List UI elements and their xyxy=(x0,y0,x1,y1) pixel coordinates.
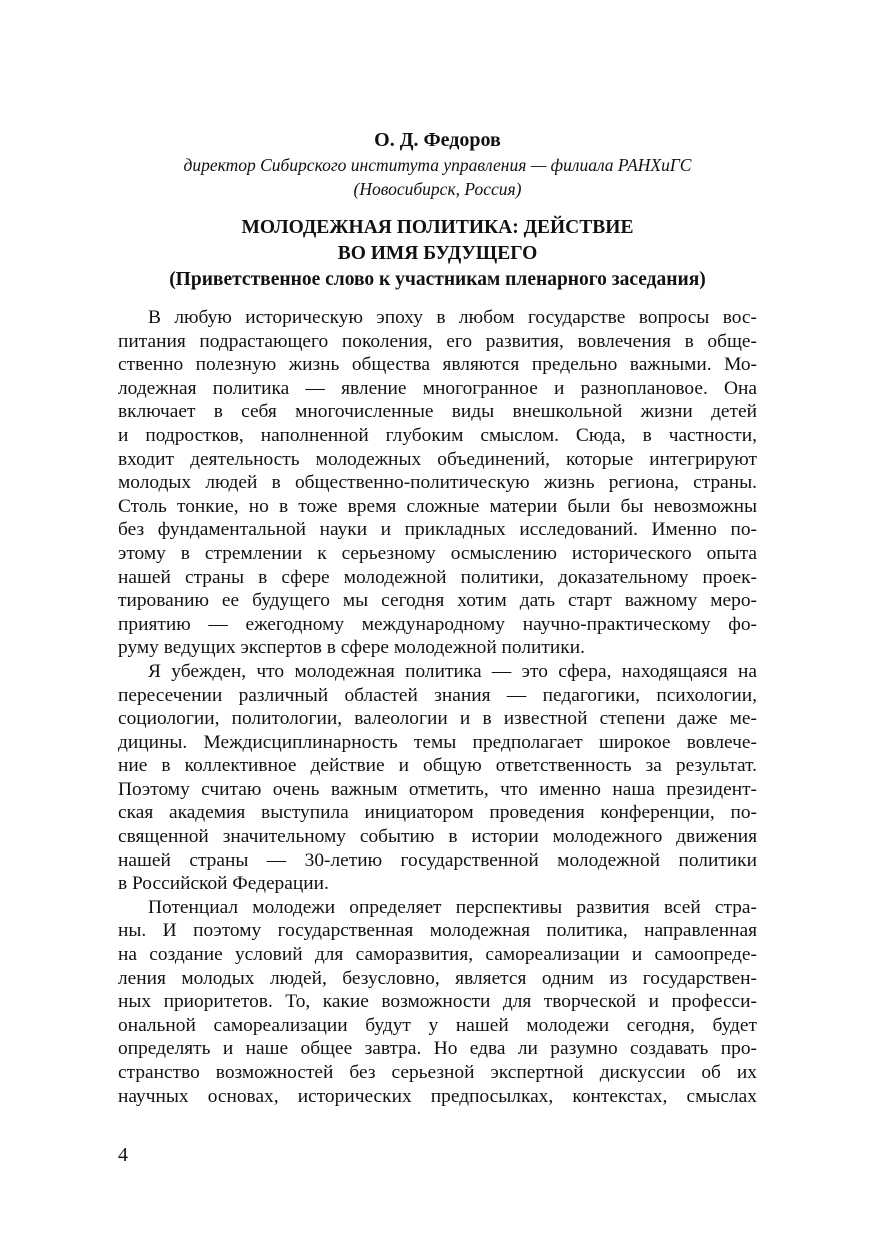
text-line: ние в коллективное действие и общую ответственность за результат. xyxy=(118,755,757,777)
text-line: священной значительному событию в истории молодежного движения xyxy=(118,826,757,848)
text-line: этому в стремлении к серьезному осмыслению исторического опыта xyxy=(118,542,757,564)
title-line-1: МОЛОДЕЖНАЯ ПОЛИТИКА: ДЕЙСТВИЕ xyxy=(241,217,634,238)
text-line: Столь тонкие, но в тоже время сложные материи были бы невозможны xyxy=(118,495,757,517)
text-line: дицины. Междисциплинарность темы предполагает широкое вовлече- xyxy=(118,731,757,753)
text-line: странство возможностей без серьезной экспертной дискуссии об их xyxy=(118,1062,757,1083)
text-line: без фундаментальной науки и прикладных исследований. Именно по- xyxy=(118,519,757,541)
author-affiliation: директор Сибирского института управления — филиала РАНХиГС xyxy=(183,155,692,175)
text-line: в Российской Федерации. xyxy=(118,873,329,895)
text-line: нашей страны в сфере молодежной политики, доказательному проек- xyxy=(118,566,757,588)
text-line: научных основах, исторических предпосылках, контекстах, смыслах xyxy=(118,1085,757,1107)
author-name: О. Д. Федоров xyxy=(374,129,501,151)
body-paragraph xyxy=(118,660,757,896)
author-location: (Новосибирск, Россия) xyxy=(353,179,522,199)
text-line: приятию — ежегодному международному научно-практическому фо- xyxy=(118,613,757,635)
text-line: Потенциал молодежи определяет перспективы развития всей стра- xyxy=(148,896,757,918)
text-line: молодых людей в общественно-политическую жизнь региона, страны. xyxy=(118,472,757,494)
text-line: социологии, политологии, валеологии и в известной степени даже ме- xyxy=(118,708,757,730)
text-line: ления молодых людей, безусловно, является одним из государствен- xyxy=(118,967,757,989)
article-title xyxy=(118,215,757,293)
text-line: ных приоритетов. То, какие возможности для творческой и професси- xyxy=(118,991,757,1013)
text-line: пересечении различный областей знания — педагогики, психологии, xyxy=(118,684,757,706)
text-line: Поэтому считаю очень важным отметить, что именно наша президент- xyxy=(118,778,757,800)
text-line: включает в себя многочисленные виды внешкольной жизни детей xyxy=(118,401,757,423)
text-line: лодежная политика — явление многогранное и разноплановое. Она xyxy=(118,377,757,399)
article-subtitle: (Приветственное слово к участникам пленарного заседания) xyxy=(169,269,706,290)
text-line: В любую историческую эпоху в любом государстве вопросы вос- xyxy=(148,307,757,328)
text-line: ональной самореализации будут у нашей молодежи сегодня, будет xyxy=(118,1014,757,1036)
text-line: Я убежден, что молодежная политика — это сфера, находящаяся на xyxy=(148,660,757,682)
document-page xyxy=(118,128,757,1108)
text-line: и подростков, наполненной глубоким смыслом. Сюда, в частности, xyxy=(118,424,757,446)
text-line: тированию ее будущего мы сегодня хотим дать старт важному меро- xyxy=(118,590,757,612)
page-number: 4 xyxy=(118,1144,128,1166)
title-line-2: ВО ИМЯ БУДУЩЕГО xyxy=(337,243,538,264)
text-line: входит деятельность молодежных объединений, которые интегрируют xyxy=(118,448,757,470)
text-line: определять и наше общее завтра. Но едва ли разумно создавать про- xyxy=(118,1038,757,1060)
body-paragraph xyxy=(118,896,757,1108)
text-line: на создание условий для саморазвития, самореализации и самоопреде- xyxy=(118,944,757,966)
text-line: питания подрастающего поколения, его развития, вовлечения в обще- xyxy=(118,330,757,352)
text-line: ственно полезную жизнь общества являются предельно важными. Мо- xyxy=(118,354,757,376)
text-line: нашей страны — 30-летию государственной молодежной политики xyxy=(118,849,757,871)
body-paragraph xyxy=(118,306,757,660)
text-line: ская академия выступила инициатором проведения конференции, по- xyxy=(118,802,757,824)
text-line: ны. И поэтому государственная молодежная политика, направленная xyxy=(118,920,757,942)
article-body xyxy=(118,306,757,1108)
text-line: руму ведущих экспертов в сфере молодежной политики. xyxy=(118,637,585,659)
